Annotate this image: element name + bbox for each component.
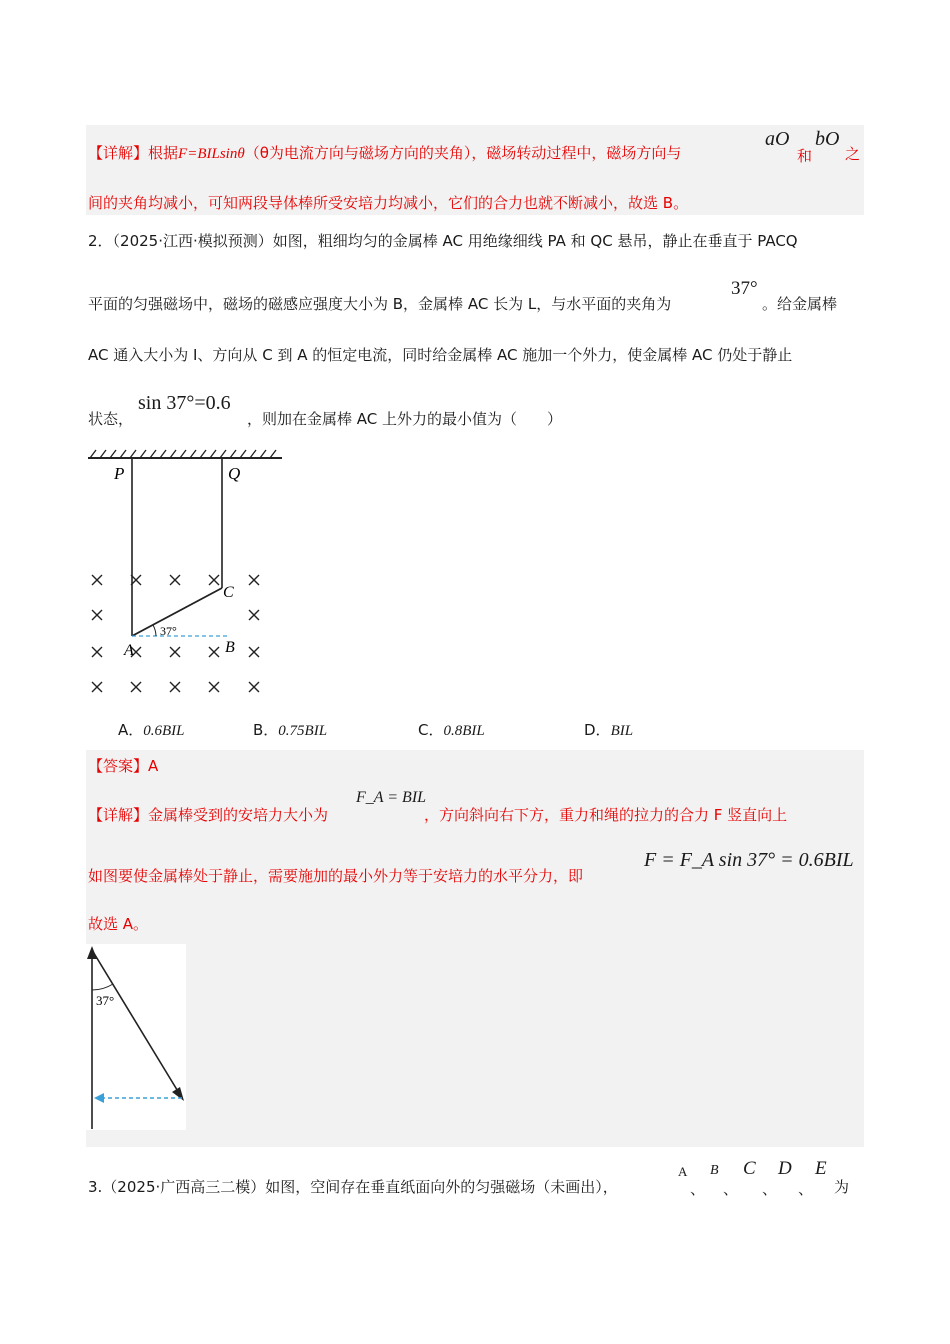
angle-37: 37° [731, 278, 758, 299]
q3-line1-start: 3.（2025·广西高三二模）如图，空间存在垂直纸面向外的匀强磁场（未画出）， [88, 1178, 618, 1196]
label-B: B [225, 639, 235, 656]
rod-AC [132, 588, 222, 636]
sep-3: 、 [762, 1180, 778, 1198]
q2-line2: 平面的匀强磁场中，磁场的磁感应强度大小为 B，金属棒 AC 长为 L，与水平面的夹角为 [88, 295, 672, 313]
force-diagram [86, 944, 186, 1130]
q2-line4-end: ，则加在金属棒 AC 上外力的最小值为（ ） [247, 410, 563, 428]
detail1-line1: 【详解】根据F=BILsinθ（θ为电流方向与磁场方向的夹角），磁场转动过程中，磁场方向与 [88, 144, 682, 162]
label-Q: Q [228, 464, 241, 483]
vector-aO: aO [765, 128, 790, 150]
angle-label: 37° [96, 993, 115, 1008]
q2-line3: AC 通入大小为 I、方向从 C 到 A 的恒定电流，同时给金属棒 AC 施加一个外力，使金属棒 AC 仍处于静止 [88, 346, 793, 364]
final-formula: F = F_A sin 37° = 0.6BIL [644, 849, 854, 871]
label-A: A [124, 642, 134, 659]
sep-1: 、 [690, 1180, 706, 1198]
detail2-line1-start: 【详解】金属棒受到的安培力大小为 [88, 806, 329, 824]
detail1-line2: 间的夹角均减小，可知两段导体棒所受安培力均减小，它们的合力也就不断减小，故选 B。 [88, 194, 689, 212]
formula: F=BILsinθ [178, 146, 245, 162]
q2-line1: 2．（2025·江西·模拟预测）如图，粗细均匀的金属棒 AC 用绝缘细线 PA 和 QC 悬吊，静止在垂直于 PACQ [88, 232, 798, 250]
sep-4: 、 [798, 1180, 814, 1198]
detail-label: 【详解】 [88, 144, 149, 162]
option-a[interactable]: A．0.6BIL [118, 721, 185, 739]
option-b[interactable]: B．0.75BIL [253, 721, 328, 739]
label-angle: 37° [160, 624, 177, 638]
ceiling [88, 450, 282, 458]
option-c[interactable]: C．0.8BIL [418, 721, 485, 739]
q2-line4-start: 状态， [88, 410, 134, 428]
point-A: A [678, 1164, 688, 1179]
q3-line1-end: 为 [834, 1178, 850, 1196]
q2-figure [86, 448, 286, 700]
label-C: C [223, 584, 234, 601]
fa-formula: F_A = BIL [356, 789, 427, 806]
angle-arc [153, 625, 156, 636]
point-C: C [743, 1158, 756, 1179]
vector-bO: bO [815, 128, 840, 150]
point-B: B [710, 1163, 719, 1178]
sin-formula: sin 37°=0.6 [138, 392, 231, 414]
answer-line: 【答案】A [88, 757, 159, 775]
point-D: D [778, 1158, 792, 1179]
detail2-line3: 故选 A。 [88, 915, 149, 933]
point-E: E [815, 1158, 827, 1179]
conj-he: 和 [797, 147, 813, 165]
option-d[interactable]: D．BIL [584, 721, 634, 739]
label-P: P [114, 464, 125, 483]
detail2-line1-end: ，方向斜向右下方，重力和绳的拉力的合力 F 竖直向上 [424, 806, 788, 824]
sep-2: 、 [723, 1180, 739, 1198]
tail-zhi: 之 [845, 145, 861, 163]
detail2-line2: 如图要使金属棒处于静止，需要施加的最小外力等于安培力的水平分力，即 [88, 867, 584, 885]
q2-line2-end: 。给金属棒 [762, 295, 838, 313]
